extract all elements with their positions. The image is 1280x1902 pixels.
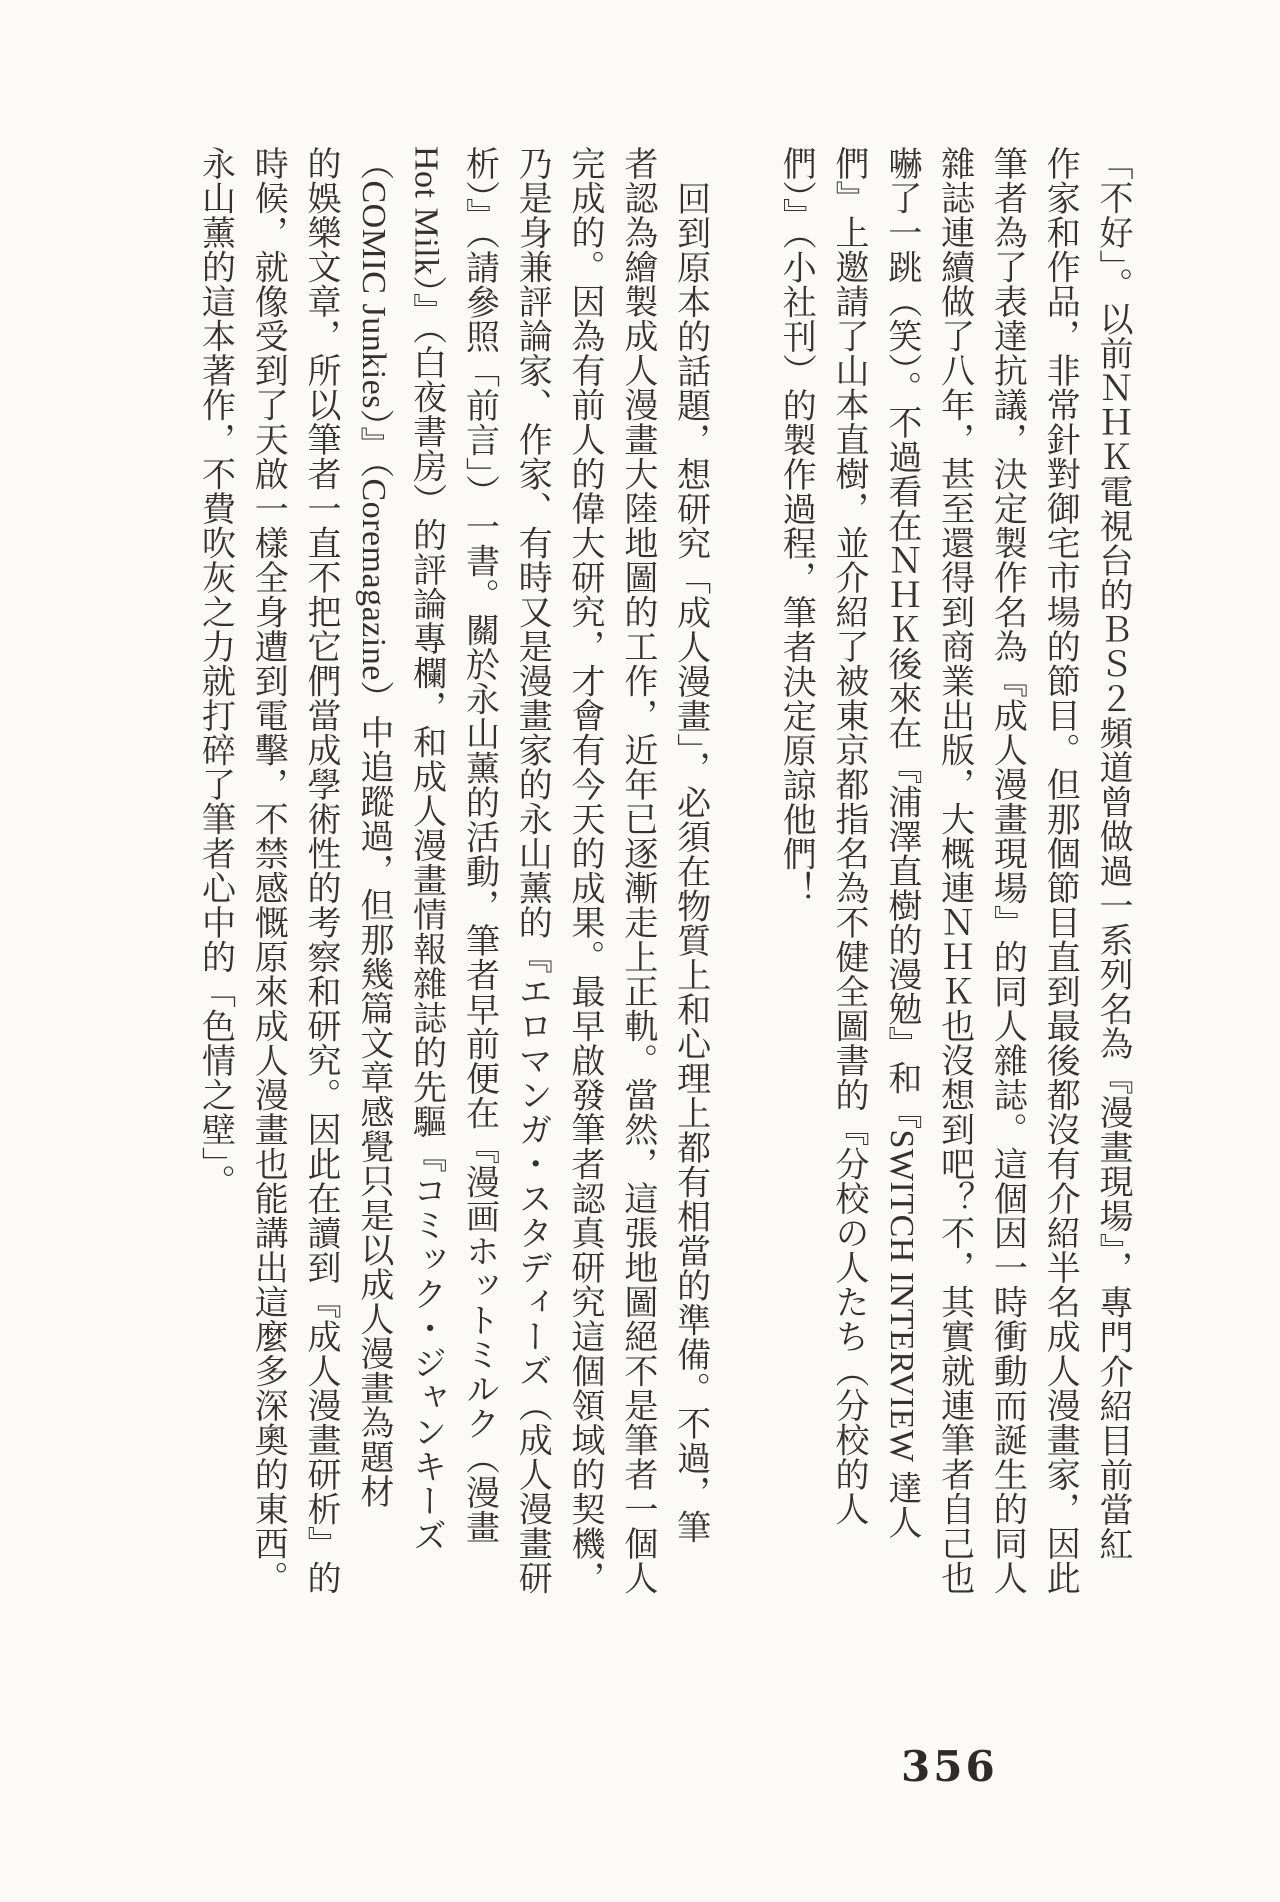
text-column-15: （COMIC Junkies）』（Coremagazine）中追蹤過，但那幾篇文章感覺只是以成人漫畫為題材 <box>354 146 392 1509</box>
text-column-7: 們）』（小社刊）的製作過程，筆者決定原諒他們！ <box>777 146 815 906</box>
text-column-6: 們』上邀請了山本直樹，並介紹了被東京都指名為不健全圖書的『分校の人たち（分校的人 <box>830 146 868 1526</box>
text-column-18: 永山薰的這本著作，不費吹灰之力就打碎了筆者心中的「色情之壁」。 <box>196 146 234 1199</box>
text-column-17: 時候，就像受到了天啟一樣全身遭到電擊，不禁感慨原來成人漫畫也能講出這麼多深奧的東西。 <box>249 146 287 1595</box>
page-number: 356 <box>901 1742 998 1791</box>
text-column-14: Hot Milk）』（白夜書房）的評論專欄，和成人漫畫情報雜誌的先驅『コミック・ジャンキーズ <box>407 146 445 1553</box>
text-column-12: 乃是身兼評論家、作家、有時又是漫畫家的永山薰的『エロマンガ・スタディーズ（成人漫畫研 <box>513 146 551 1595</box>
vertical-text-block <box>188 146 1138 1656</box>
text-column-3: 筆者為了表達抗議，決定製作名為『成人漫畫現場』的同人雜誌。這個因一時衝動而誕生的同人 <box>988 146 1026 1595</box>
column-gap <box>716 146 769 1656</box>
text-column-11: 完成的。因為有前人的偉大研究，才會有今天的成果。最早啟發筆者認真研究這個領域的契機， <box>566 146 604 1595</box>
text-column-16: 的娛樂文章，所以筆者一直不把它們當成學術性的考察和研究。因此在讀到『成人漫畫研析』的 <box>302 146 340 1595</box>
text-column-4: 雜誌連續做了八年，甚至還得到商業出版，大概連ＮＨＫ也沒想到吧？不，其實就連筆者自己也 <box>935 146 973 1595</box>
text-column-13: 析）』（請參照「前言」）一書。關於永山薰的活動，筆者早前便在『漫画ホットミルク（漫畫 <box>460 146 498 1544</box>
text-column-5: 嚇了一跳（笑）。不過看在ＮＨＫ後來在『浦澤直樹的漫勉』和『SWITCH INTERVIEW 達人 <box>882 146 920 1540</box>
text-column-9: 回到原本的話題，想研究「成人漫畫」，必須在物質上和心理上都有相當的準備。不過，筆 <box>671 181 709 1544</box>
text-column-10: 者認為繪製成人漫畫大陸地圖的工作，近年已逐漸走上正軌。當然，這張地圖絕不是筆者一個人 <box>618 146 656 1595</box>
text-column-1: 「不好」。以前ＮＨＫ電視台的ＢＳ２頻道曾做過一系列名為『漫畫現場』，專門介紹目前當紅 <box>1094 146 1131 1561</box>
text-column-2: 作家和作品，非常針對御宅市場的節目。但那個節目直到最後都沒有介紹半名成人漫畫家，因此 <box>1041 146 1079 1595</box>
